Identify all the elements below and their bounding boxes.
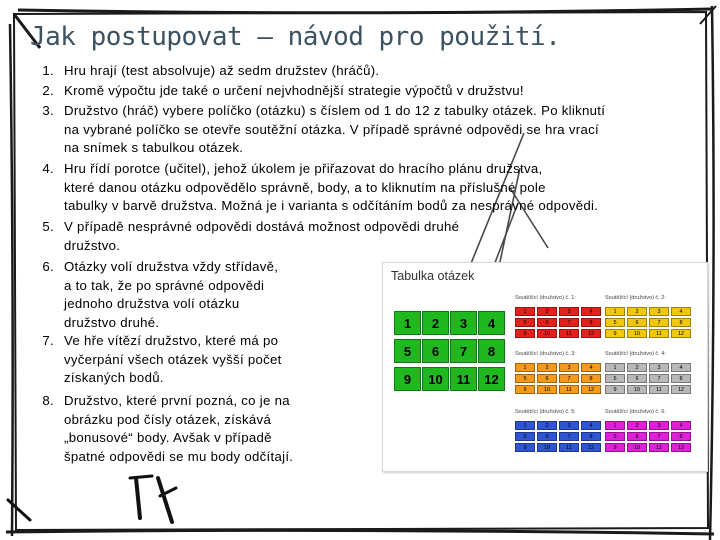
team-score-cell: 10 — [537, 385, 557, 394]
team-score-cell: 5 — [605, 318, 625, 327]
team-score-cell: 11 — [649, 443, 669, 452]
instruction-text-line: družstvo druhé. — [64, 314, 160, 330]
instruction-text-line: a to tak, že po správné odpovědi — [64, 277, 265, 293]
team-score-cell: 3 — [649, 363, 669, 372]
team-score-cell: 4 — [581, 307, 601, 316]
instruction-number: 3. — [42, 103, 54, 118]
instruction-text-line: „bonusové“ body. Avšak v případě — [64, 430, 272, 445]
team-grid — [605, 351, 697, 401]
team-score-cell: 2 — [537, 363, 557, 372]
team-score-cell: 2 — [627, 421, 647, 430]
team-score-cell: 1 — [605, 307, 625, 316]
team-score-cell: 4 — [671, 307, 691, 316]
team-grid — [515, 351, 607, 401]
team-score-cell: 5 — [605, 432, 625, 441]
question-cell: 2 — [422, 311, 449, 335]
team-grid — [515, 409, 607, 459]
instruction-text-line: Družstvo (hráč) vybere políčko (otázku) s číslem od 1 do 12 z tabulky otázek. Po kliknutí — [64, 103, 606, 118]
question-cell: 12 — [478, 367, 505, 391]
team-score-cell: 5 — [515, 374, 535, 383]
team-score-cell: 9 — [605, 443, 625, 452]
instruction-text-line: Kromě výpočtu jde také o určení nejvhodnější strategie výpočtů v družstvu! — [64, 83, 524, 98]
team-score-cell: 1 — [515, 307, 535, 316]
team-score-cell: 3 — [559, 421, 579, 430]
slide-title: Jak postupovat – návod pro použití. — [30, 22, 561, 52]
question-cell: 3 — [450, 311, 477, 335]
team-score-cell: 12 — [581, 385, 601, 394]
team-score-cell: 7 — [559, 374, 579, 383]
team-score-cell: 1 — [605, 421, 625, 430]
team-score-cell: 12 — [671, 385, 691, 394]
instruction-number: 2. — [42, 83, 54, 98]
instruction-text-line: V případě nesprávné odpovědi dostává možnost odpovědi druhé — [64, 219, 460, 234]
team-score-cell: 12 — [671, 443, 691, 452]
team-score-cell: 7 — [649, 432, 669, 441]
question-cell: 5 — [394, 339, 421, 363]
team-score-cell: 7 — [649, 374, 669, 383]
team-score-cell: 12 — [671, 329, 691, 338]
question-cell: 8 — [478, 339, 505, 363]
team-score-cell: 1 — [515, 363, 535, 372]
team-score-cell: 10 — [537, 329, 557, 338]
team-score-cell: 4 — [581, 421, 601, 430]
team-score-cell: 11 — [649, 329, 669, 338]
question-cell: 7 — [450, 339, 477, 363]
team-grid — [515, 295, 607, 345]
team-score-cell: 4 — [671, 363, 691, 372]
instruction-number: 5. — [42, 219, 54, 234]
team-score-cell: 9 — [605, 329, 625, 338]
team-label: Soutěžící (družstvo) č. 1: — [515, 295, 576, 301]
instruction-text-line: Hru řídí porotce (učitel), jehož úkolem je přiřazovat do hracího plánu družstva, — [64, 161, 543, 176]
team-score-cell: 12 — [581, 329, 601, 338]
team-score-cell: 8 — [581, 374, 601, 383]
instruction-text-line: Ve hře vítězí družstvo, které má po — [64, 333, 279, 348]
instruction-text-line: které danou otázku odpovědělo správně, body, a to kliknutím na příslušné pole — [64, 179, 546, 195]
instruction-number: 7. — [42, 333, 54, 348]
instruction-text-line: špatné odpovědi se mu body odčítají. — [64, 448, 294, 464]
team-grid — [605, 409, 697, 459]
instruction-number: 6. — [42, 259, 54, 274]
team-score-cell: 10 — [627, 443, 647, 452]
team-score-cell: 1 — [515, 421, 535, 430]
team-score-cell: 5 — [605, 374, 625, 383]
team-score-cell: 2 — [627, 307, 647, 316]
team-score-cell: 7 — [559, 432, 579, 441]
question-cell: 11 — [450, 367, 477, 391]
team-score-cell: 6 — [537, 374, 557, 383]
team-grid — [605, 295, 697, 345]
team-score-cell: 8 — [581, 318, 601, 327]
team-score-cell: 8 — [671, 318, 691, 327]
team-score-cell: 9 — [515, 329, 535, 338]
team-score-cell: 3 — [649, 421, 669, 430]
team-score-cell: 9 — [515, 443, 535, 452]
team-score-cell: 6 — [627, 374, 647, 383]
instruction-text-line: jednoho družstva volí otázku — [64, 296, 240, 311]
team-score-cell: 3 — [559, 363, 579, 372]
team-score-cell: 3 — [649, 307, 669, 316]
team-score-cell: 7 — [559, 318, 579, 327]
instruction-text-line: obrázku pod čísly otázek, získává — [64, 411, 272, 427]
question-table-thumbnail — [382, 262, 708, 472]
team-label: Soutěžící (družstvo) č. 2: — [605, 295, 666, 301]
team-score-cell: 5 — [515, 432, 535, 441]
team-score-cell: 4 — [581, 363, 601, 372]
instruction-text-line: tabulky v barvě družstva. Možná je i varianta s odčítáním bodů za nesprávné odpovědi. — [64, 198, 599, 213]
team-score-cell: 11 — [559, 385, 579, 394]
team-score-cell: 2 — [537, 307, 557, 316]
team-score-cell: 9 — [605, 385, 625, 394]
instruction-text-line: na vybrané políčko se otevře soutěžní otázka. V případě správné odpovědi se hra vrací — [64, 121, 599, 137]
team-score-cell: 11 — [559, 443, 579, 452]
team-label: Soutěžící (družstvo) č. 5: — [515, 409, 576, 415]
team-score-cell: 2 — [537, 421, 557, 430]
sketch-doodle — [8, 476, 176, 522]
question-cell: 10 — [422, 367, 449, 391]
instruction-text-line: získaných bodů. — [64, 370, 164, 385]
instruction-text-line: Družstvo, které první pozná, co je na — [64, 393, 290, 408]
team-score-cell: 6 — [537, 318, 557, 327]
team-score-cell: 10 — [537, 443, 557, 452]
team-label: Soutěžící (družstvo) č. 6: — [605, 409, 666, 415]
team-score-cell: 7 — [649, 318, 669, 327]
team-score-cell: 8 — [581, 432, 601, 441]
team-score-cell: 2 — [627, 363, 647, 372]
instruction-text-line: Hru hrají (test absolvuje) až sedm družstev (hráčů). — [64, 63, 380, 78]
team-score-cell: 5 — [515, 318, 535, 327]
team-score-cell: 3 — [559, 307, 579, 316]
team-score-cell: 10 — [627, 385, 647, 394]
team-score-cell: 6 — [627, 318, 647, 327]
instruction-text-line: družstvo. — [64, 237, 121, 253]
instruction-number: 1. — [42, 63, 54, 78]
thumbnail-title: Tabulka otázek — [391, 269, 475, 283]
team-score-cell: 1 — [605, 363, 625, 372]
instruction-text-line: vyčerpání všech otázek vyšší počet — [64, 351, 282, 367]
question-cell: 4 — [478, 311, 505, 335]
team-score-cell: 6 — [627, 432, 647, 441]
instruction-text-line: Otázky volí družstva vždy střídavě, — [64, 259, 279, 274]
instruction-number: 4. — [42, 161, 54, 176]
team-score-cell: 4 — [671, 421, 691, 430]
team-score-cell: 8 — [671, 374, 691, 383]
team-score-cell: 11 — [559, 329, 579, 338]
team-score-cell: 8 — [671, 432, 691, 441]
question-cell: 9 — [394, 367, 421, 391]
team-score-cell: 9 — [515, 385, 535, 394]
team-label: Soutěžící (družstvo) č. 3: — [515, 351, 576, 357]
team-score-cell: 11 — [649, 385, 669, 394]
question-cell: 1 — [394, 311, 421, 335]
question-cell: 6 — [422, 339, 449, 363]
instruction-number: 8. — [42, 393, 54, 408]
team-score-cell: 10 — [627, 329, 647, 338]
team-label: Soutěžící (družstvo) č. 4: — [605, 351, 666, 357]
team-score-cell: 6 — [537, 432, 557, 441]
team-score-cell: 12 — [581, 443, 601, 452]
instruction-text-line: na snímek s tabulkou otázek. — [64, 140, 244, 155]
